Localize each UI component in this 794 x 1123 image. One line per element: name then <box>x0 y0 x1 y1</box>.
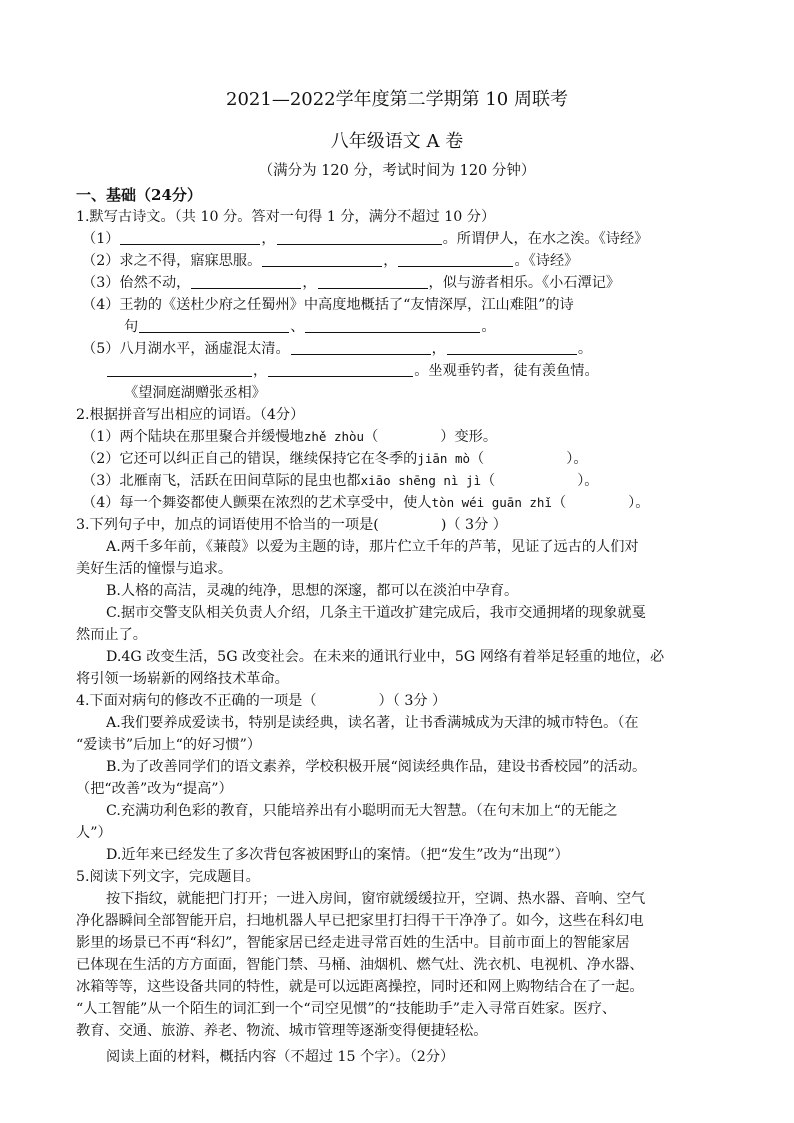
q4-option-d: D.近年来已经发生了多次背包客被困野山的案情。（把“发生”改为“出现”） <box>106 847 569 863</box>
answer-blank[interactable] <box>191 273 301 289</box>
q3-stem: 3.下列句子中，加点的词语使用不恰当的一项是( )（ 3分 ） <box>76 517 507 533</box>
q3-option-c-cont: 然而止了。 <box>76 627 147 643</box>
pinyin: xiāo shēng nì jì <box>360 473 482 488</box>
q3-option-d: D.4G 改变生活，5G 改变社会。在未来的通讯行业中，5G 网络有着举足轻重的地位，必 <box>106 649 665 665</box>
q5-stem: 5.阅读下列文字，完成题目。 <box>76 869 260 885</box>
q5-passage-line: 教育、交通、旅游、养老、物流、城市管理等逐渐变得便捷轻松。 <box>76 1023 488 1039</box>
exam-subtitle: 八年级语文 A 卷 <box>330 131 464 152</box>
section-heading: 一、基础（24分） <box>76 186 202 204</box>
exam-note: （满分为 120 分，考试时间为 120 分钟） <box>258 163 536 179</box>
q4-option-a-cont: “爱读书”后加上“的好习惯”） <box>76 737 262 753</box>
q2-item-2: （2）它还可以纠正自己的错误，继续保持它在冬季的jiān mò（ ）。 <box>82 451 588 467</box>
answer-blank[interactable] <box>107 361 252 377</box>
q1-line-5c: 《望洞庭湖赠张丞相》 <box>124 385 266 401</box>
q5-passage-line: 净化器瞬间全部智能开启，扫地机器人早已把家里打扫得干干净净了。如今，这些在科幻电 <box>76 913 644 929</box>
q5-passage-line: 已体现在生活的方方面面，智能门禁、马桶、油烟机、燃气灶、洗衣机、电视机、净水器、 <box>76 957 644 973</box>
answer-blank[interactable] <box>318 273 428 289</box>
q2-item-3: （3）北雁南飞，活跃在田间草际的昆虫也都xiāo shēng nì jì（ ）。 <box>82 473 599 489</box>
answer-blank[interactable] <box>139 317 289 333</box>
q1-line-4: （4）王勃的《送杜少府之任蜀州》中高度地概括了“友情深厚，江山难阻”的诗 <box>82 297 574 313</box>
q1-line-5b: ， 。坐观垂钓者，徒有羡鱼情。 <box>106 360 756 382</box>
q5-passage-line: 按下指纹，就能把门打开；一进入房间，窗帘就缓缓拉开，空调、热水器、音响、空气 <box>106 891 646 907</box>
answer-blank[interactable] <box>291 339 431 355</box>
q3-option-b: B.人格的高洁，灵魂的纯净，思想的深邃，都可以在淡泊中孕育。 <box>106 583 519 599</box>
q5-task: 阅读上面的材料，概括内容（不超过 15 个字）。（2分） <box>106 1049 455 1065</box>
answer-blank[interactable] <box>447 339 577 355</box>
q2-item-1: （1）两个陆块在那里聚合并缓慢地zhě zhòu（ ）变形。 <box>82 429 498 445</box>
q2-stem: 2.根据拼音写出相应的词语。（4分） <box>76 407 305 423</box>
q4-option-a: A.我们要养成爱读书，特别是读经典，读名著，让书香满城成为天津的城市特色。（在 <box>106 715 639 731</box>
q1-line-2: （2）求之不得，寤寐思服。 ， 。《诗经》 <box>82 253 579 269</box>
q5-passage-line: “人工智能”从一个陌生的词汇到一个“司空见惯”的“技能助手”走入寻常百姓家。医疗、 <box>76 1001 617 1017</box>
q3-option-a-cont: 美好生活的憧憬与追求。 <box>76 561 233 577</box>
q3-option-d-cont: 将引领一场崭新的网络技术革命。 <box>76 671 289 687</box>
answer-blank[interactable] <box>268 361 413 377</box>
answer-blank[interactable] <box>305 317 480 333</box>
q4-option-b-cont: （把“改善”改为“提高”） <box>76 781 233 797</box>
answer-blank[interactable] <box>262 251 382 267</box>
q4-stem: 4.下面对病句的修改不正确的一项是（ ）（ 3分 ） <box>76 693 447 709</box>
q1-line-5: （5）八月湖水平，涵虚混太清。 ， 。 <box>82 341 593 357</box>
q5-passage-line: 冰箱等等，这些设备共同的特性，就是可以远距离操控，同时还和网上购物结合在了一起。 <box>76 979 644 995</box>
q3-option-c: C.据市交警支队相关负责人介绍，几条主干道改扩建完成后，我市交通拥堵的现象就戛 <box>106 605 646 621</box>
exam-title: 2021—2022学年度第二学期第 10 周联考 <box>226 89 568 110</box>
q1-line-4b: 句 、 。 <box>124 319 496 335</box>
pinyin: zhě zhòu <box>303 429 365 444</box>
q1-stem: 1.默写古诗文。（共 10 分。答对一句得 1 分，满分不超过 10 分） <box>76 209 496 225</box>
pinyin: jiān mò <box>417 451 471 466</box>
q5-passage-line: 影里的场景已不再“科幻”，智能家居已经走进寻常百姓的生活中。目前市面上的智能家居 <box>76 935 630 951</box>
q4-option-b: B.为了改善同学们的语文素养，学校积极开展“阅读经典作品，建设书香校园”的活动。 <box>106 759 647 775</box>
answer-blank[interactable] <box>398 251 513 267</box>
answer-blank[interactable] <box>120 229 260 245</box>
q3-option-a: A.两千多年前，《蒹葭》以爱为主题的诗，那片伫立千年的芦苇，见证了远古的人们对 <box>106 539 639 555</box>
pinyin: tòn wéi guān zhǐ <box>431 495 552 510</box>
q2-item-4: （4）每一个舞姿都使人颤栗在浓烈的艺术享受中，使人tòn wéi guān zhǐ（ ）。 <box>82 495 650 511</box>
answer-blank[interactable] <box>277 229 442 245</box>
q1-line-1: （1） ， 。所谓伊人，在水之涘。《诗经》 <box>82 231 649 247</box>
q4-option-c: C.充满功利色彩的教育，只能培养出有小聪明而无大智慧。（在句末加上“的无能之 <box>106 803 618 819</box>
q4-option-c-cont: 人”） <box>76 825 112 841</box>
q1-line-3: （3）佁然不动， ， ，似与游者相乐。《小石潭记》 <box>82 275 621 291</box>
